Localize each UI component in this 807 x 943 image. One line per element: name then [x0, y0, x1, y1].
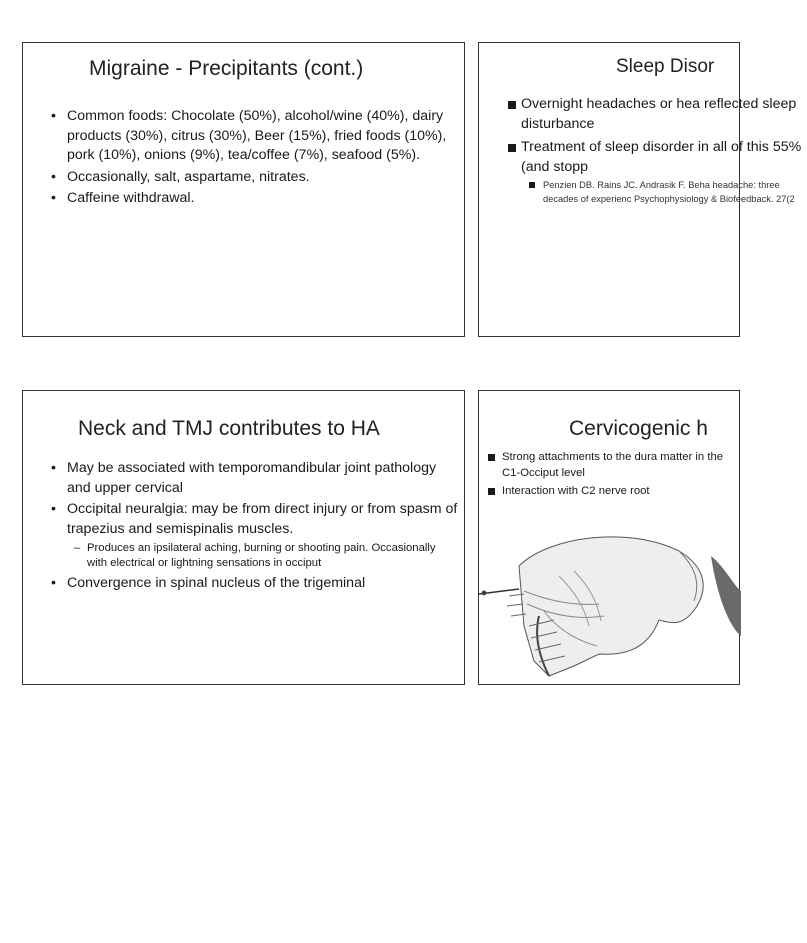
slide-title: Migraine - Precipitants (cont.) — [89, 57, 364, 80]
bullet-item — [507, 138, 807, 206]
slide-title: Sleep Disor — [616, 56, 715, 77]
bullet-item: • May be associated with temporomandibular joint pathology and upper cervical — [45, 459, 458, 498]
bullet-list — [45, 459, 458, 596]
bullet-item: Overnight headaches or hea reflected sleep disturbance — [507, 95, 807, 134]
slide-migraine-precipitants — [22, 42, 465, 337]
bullet-item: • Convergence in spinal nucleus of the trigeminal — [45, 574, 458, 594]
slide-title: Cervicogenic h — [569, 417, 708, 440]
bullet-item: • Caffeine withdrawal. — [45, 189, 458, 209]
bullet-item: Interaction with C2 nerve root — [487, 484, 737, 500]
sub-bullet-item: Penzien DB. Rains JC. Andrasik F. Beha headache: three decades of experienc Psychophysiology & Biofeedback. 27(2 — [521, 179, 807, 206]
slide-cervicogenic-headache — [478, 390, 740, 685]
slide-neck-tmj — [22, 390, 465, 685]
sub-bullet-list — [521, 179, 807, 206]
bullet-item — [45, 500, 458, 571]
bullet-list — [487, 450, 737, 503]
neck-anatomy-illustration — [479, 516, 741, 686]
slide-title: Neck and TMJ contributes to HA — [78, 417, 380, 440]
slide-sleep-disorders — [478, 42, 802, 337]
bullet-list — [45, 107, 458, 211]
bullet-item: Strong attachments to the dura matter in the C1-Occiput level — [487, 450, 737, 481]
sub-bullet-list — [67, 541, 458, 571]
bullet-text: Treatment of sleep disorder in all of this 55% (and stopp — [521, 139, 802, 175]
sub-bullet-item: – Produces an ipsilateral aching, burning or shooting pain. Occasionally with electrical or lightning sensations in occiput — [67, 541, 458, 571]
bullet-list — [507, 95, 807, 210]
bullet-text: Occipital neuralgia: may be from direct injury or from spasm of trapezius and semispinalis muscles. — [67, 501, 458, 537]
bullet-item: • Common foods: Chocolate (50%), alcohol/wine (40%), dairy products (30%), citrus (30%), Beer (15%), fried foods (10%), pork (10%), onions (9%), tea/coffee (7%), seafood (5%). — [45, 107, 458, 166]
bullet-item: • Occasionally, salt, aspartame, nitrates. — [45, 168, 458, 188]
